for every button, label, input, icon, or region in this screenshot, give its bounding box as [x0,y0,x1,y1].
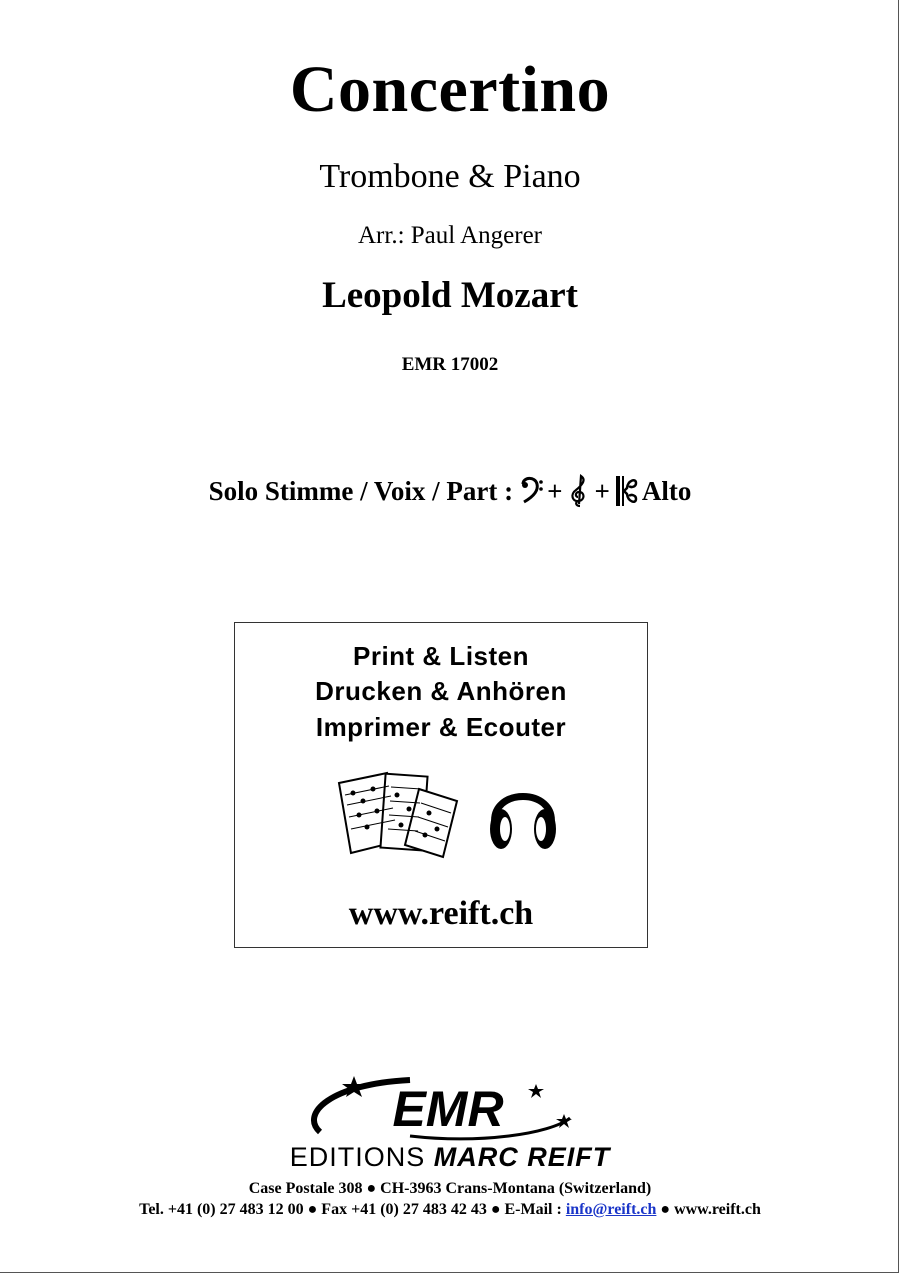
publisher-name-editions: EDITIONS [289,1142,426,1172]
publisher-contact [0,1201,900,1219]
composer: Leopold Mozart [322,275,578,316]
bass-clef-icon [519,474,543,508]
publisher-name [0,1142,900,1173]
emr-logo [300,1074,580,1144]
print-listen-box [234,622,648,948]
score-title: Concertino [289,53,611,126]
instrumentation: Trombone & Piano [319,158,581,195]
publisher-name-marc: MARC [433,1142,519,1172]
promo-line-french: Imprimer & Ecouter [315,712,567,742]
email-link[interactable]: info@reift.ch [565,1201,657,1218]
solo-part-line [0,474,900,508]
contact-website: ● www.reift.ch [660,1201,761,1218]
publisher-address: Case Postale 308 ● CH-3963 Crans-Montana (Switzerland) [248,1180,652,1197]
svg-text:EMR: EMR [392,1081,504,1137]
promo-url: www.reift.ch [348,895,534,932]
arranger: Arr.: Paul Angerer [358,222,542,249]
promo-line-german: Drucken & Anhören [315,676,567,706]
catalog-number: EMR 17002 [401,354,499,375]
alto-label: Alto [641,475,692,506]
plus-sign: + [594,475,610,506]
solo-part-label: Solo Stimme / Voix / Part : [208,475,514,506]
treble-clef-icon [567,474,591,508]
promo-line-english: Print & Listen [352,641,529,671]
contact-phone-fax: Tel. +41 (0) 27 483 12 00 ● Fax +41 (0) 27 483 42 43 ● E-Mail : [139,1201,562,1218]
headphones-icon [485,775,561,855]
sheet-music-icon [333,769,463,859]
publisher-name-reift: REIFT [527,1142,611,1172]
alto-clef-icon [614,474,638,508]
plus-sign: + [547,475,563,506]
